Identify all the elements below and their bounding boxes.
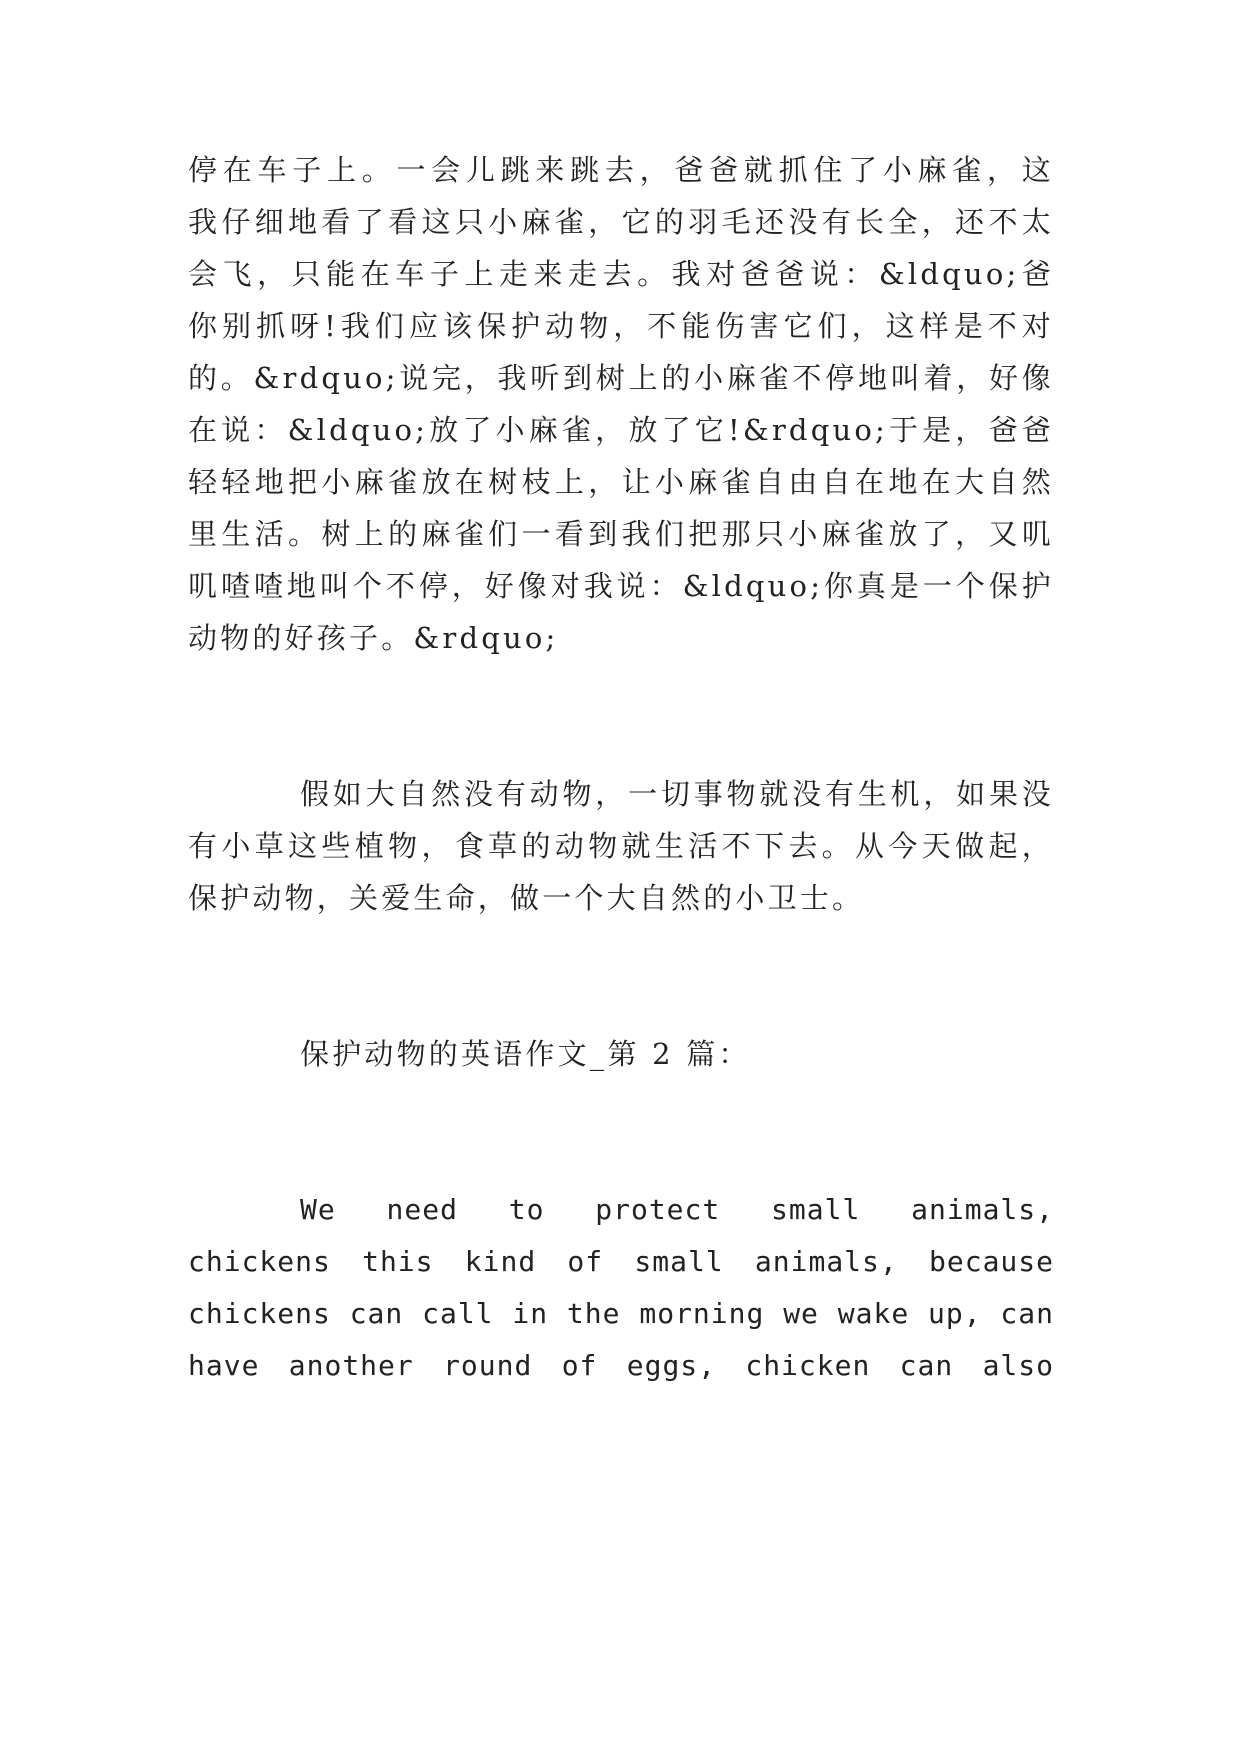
paragraph1-line-7: 轻轻地把小麻雀放在树枝上，让小麻雀自由自在地在大自然: [188, 465, 1054, 499]
paragraph1-line-2: 我仔细地看了看这只小麻雀，它的羽毛还没有长全，还不太: [188, 205, 1054, 239]
paragraph3-line-2: chickens this kind of small animals, because: [188, 1245, 1054, 1278]
paragraph2-line-1: 假如大自然没有动物，一切事物就没有生机，如果没: [300, 777, 1054, 811]
section-heading: 保护动物的英语作文_第 2 篇：: [300, 1037, 751, 1071]
paragraph1-line-4: 你别抓呀!我们应该保护动物，不能伤害它们，这样是不对: [188, 309, 1054, 343]
paragraph2-line-3: 保护动物，关爱生命，做一个大自然的小卫士。: [188, 881, 865, 915]
paragraph3-line-4: have another round of eggs, chicken can also: [188, 1349, 1054, 1382]
paragraph3-line-1: We need to protect small animals,: [300, 1193, 1054, 1226]
paragraph1-line-6: 在说：&ldquo;放了小麻雀，放了它!&rdquo;于是，爸爸: [188, 413, 1054, 447]
paragraph1-line-9: 叽喳喳地叫个不停，好像对我说：&ldquo;你真是一个保护: [188, 569, 1054, 603]
paragraph2-line-2: 有小草这些植物，食草的动物就生活不下去。从今天做起，: [188, 829, 1054, 863]
paragraph1-line-5: 的。&rdquo;说完，我听到树上的小麻雀不停地叫着，好像: [188, 361, 1054, 395]
paragraph1-line-3: 会飞，只能在车子上走来走去。我对爸爸说：&ldquo;爸: [188, 257, 1054, 291]
paragraph1-line-10: 动物的好孩子。&rdquo;: [188, 621, 559, 655]
paragraph3-line-3: chickens can call in the morning we wake up, can: [188, 1297, 1054, 1330]
paragraph1-line-8: 里生活。树上的麻雀们一看到我们把那只小麻雀放了，又叽: [188, 517, 1054, 551]
paragraph1-line-1: 停在车子上。一会儿跳来跳去，爸爸就抓住了小麻雀，这: [188, 153, 1054, 187]
